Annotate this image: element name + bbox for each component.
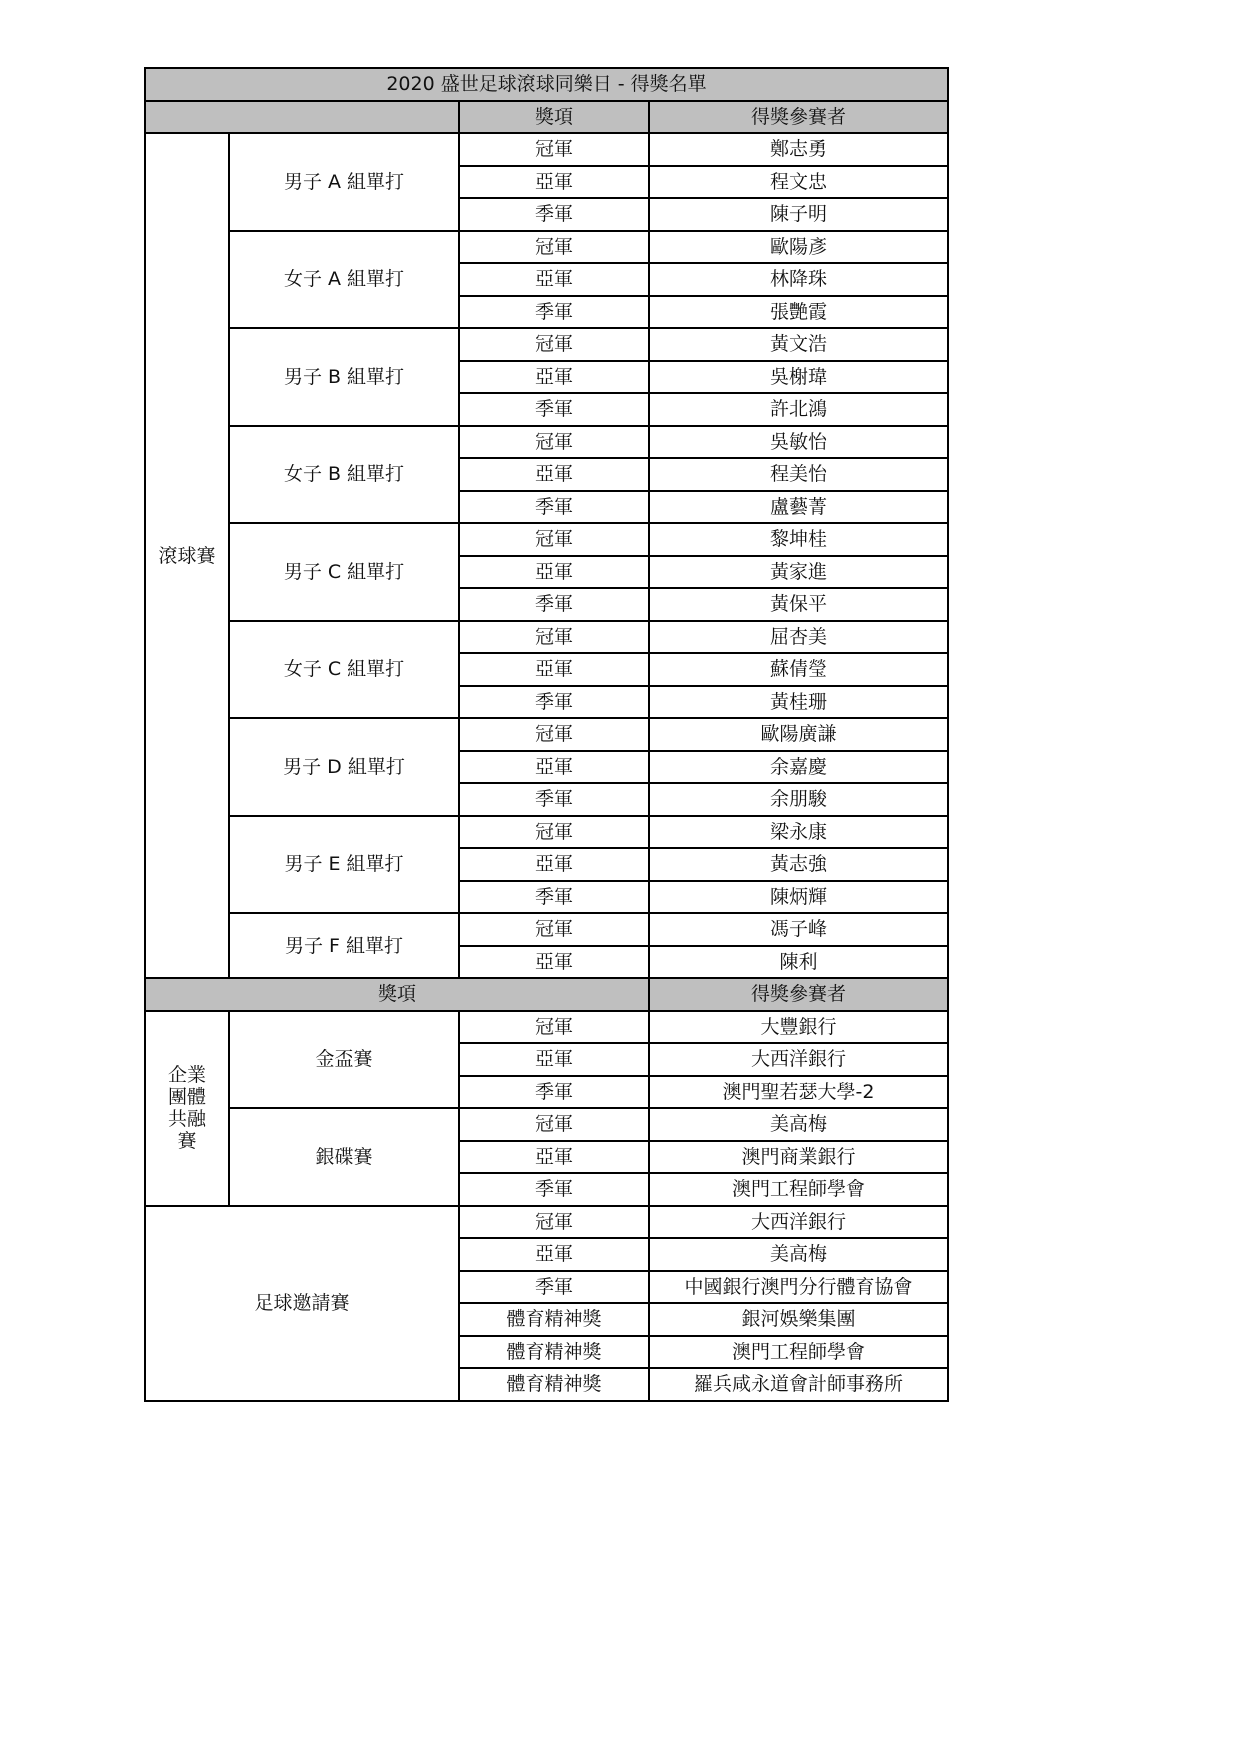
award-place: 亞軍 bbox=[459, 751, 649, 784]
table-row bbox=[145, 133, 948, 166]
award-winner: 大西洋銀行 bbox=[649, 1043, 948, 1076]
header-winner: 得獎參賽者 bbox=[649, 978, 948, 1011]
award-place: 體育精神獎 bbox=[459, 1303, 649, 1336]
award-winner: 程文忠 bbox=[649, 166, 948, 199]
award-winner: 美高梅 bbox=[649, 1108, 948, 1141]
group-name: 男子 F 組單打 bbox=[229, 913, 459, 978]
award-place: 季軍 bbox=[459, 1173, 649, 1206]
category-corporate-line: 共融 bbox=[167, 1108, 206, 1130]
award-place: 季軍 bbox=[459, 783, 649, 816]
table-row bbox=[145, 1011, 948, 1044]
award-winner: 黃文浩 bbox=[649, 328, 948, 361]
category-bowls: 滾球賽 bbox=[145, 133, 229, 978]
group-name: 男子 E 組單打 bbox=[229, 816, 459, 914]
award-place: 亞軍 bbox=[459, 946, 649, 979]
category-football: 足球邀請賽 bbox=[145, 1206, 459, 1401]
award-place: 冠軍 bbox=[459, 523, 649, 556]
award-place: 季軍 bbox=[459, 686, 649, 719]
award-place: 亞軍 bbox=[459, 848, 649, 881]
group-name: 男子 C 組單打 bbox=[229, 523, 459, 621]
award-winner: 黎坤桂 bbox=[649, 523, 948, 556]
award-winner: 澳門商業銀行 bbox=[649, 1141, 948, 1174]
award-winner: 大西洋銀行 bbox=[649, 1206, 948, 1239]
award-winner: 張艷霞 bbox=[649, 296, 948, 329]
header-award: 獎項 bbox=[145, 978, 649, 1011]
award-place: 冠軍 bbox=[459, 718, 649, 751]
category-corporate-line: 團體 bbox=[167, 1086, 206, 1108]
group-name: 金盃賽 bbox=[229, 1011, 459, 1109]
award-place: 季軍 bbox=[459, 1271, 649, 1304]
award-place: 季軍 bbox=[459, 1076, 649, 1109]
award-place: 冠軍 bbox=[459, 1206, 649, 1239]
award-winner: 黃保平 bbox=[649, 588, 948, 621]
award-winner: 余朋駿 bbox=[649, 783, 948, 816]
header-award: 獎項 bbox=[459, 101, 649, 134]
award-winner: 許北鴻 bbox=[649, 393, 948, 426]
award-winner: 林降珠 bbox=[649, 263, 948, 296]
category-corporate-line: 賽 bbox=[177, 1130, 197, 1152]
document-title: 2020 盛世足球滾球同樂日 - 得獎名單 bbox=[145, 68, 948, 101]
award-place: 冠軍 bbox=[459, 328, 649, 361]
header-row bbox=[145, 978, 948, 1011]
award-place: 亞軍 bbox=[459, 263, 649, 296]
award-place: 冠軍 bbox=[459, 1011, 649, 1044]
award-winner: 澳門聖若瑟大學-2 bbox=[649, 1076, 948, 1109]
award-winner: 黃志強 bbox=[649, 848, 948, 881]
award-winner: 澳門工程師學會 bbox=[649, 1173, 948, 1206]
award-winner: 吳敏怡 bbox=[649, 426, 948, 459]
award-place: 冠軍 bbox=[459, 133, 649, 166]
award-place: 亞軍 bbox=[459, 458, 649, 491]
award-winner: 大豐銀行 bbox=[649, 1011, 948, 1044]
award-winner: 陳子明 bbox=[649, 198, 948, 231]
award-winner: 黃家進 bbox=[649, 556, 948, 589]
award-winner: 梁永康 bbox=[649, 816, 948, 849]
award-place: 季軍 bbox=[459, 491, 649, 524]
award-winner: 余嘉慶 bbox=[649, 751, 948, 784]
table-row bbox=[145, 621, 948, 654]
table-row bbox=[145, 328, 948, 361]
table-row bbox=[145, 913, 948, 946]
award-place: 季軍 bbox=[459, 393, 649, 426]
award-place: 亞軍 bbox=[459, 1043, 649, 1076]
group-name: 男子 D 組單打 bbox=[229, 718, 459, 816]
table-row bbox=[145, 426, 948, 459]
table-row bbox=[145, 523, 948, 556]
award-winner: 程美怡 bbox=[649, 458, 948, 491]
award-place: 亞軍 bbox=[459, 1141, 649, 1174]
group-name: 女子 A 組單打 bbox=[229, 231, 459, 329]
award-place: 亞軍 bbox=[459, 166, 649, 199]
award-place: 季軍 bbox=[459, 296, 649, 329]
award-place: 冠軍 bbox=[459, 913, 649, 946]
award-place: 季軍 bbox=[459, 198, 649, 231]
header-winner: 得獎參賽者 bbox=[649, 101, 948, 134]
award-winner: 陳利 bbox=[649, 946, 948, 979]
award-place: 季軍 bbox=[459, 588, 649, 621]
award-place: 亞軍 bbox=[459, 556, 649, 589]
table-row bbox=[145, 816, 948, 849]
table-row bbox=[145, 231, 948, 264]
award-winner: 中國銀行澳門分行體育協會 bbox=[649, 1271, 948, 1304]
award-winner: 盧藝菁 bbox=[649, 491, 948, 524]
group-name: 銀碟賽 bbox=[229, 1108, 459, 1206]
award-place: 冠軍 bbox=[459, 231, 649, 264]
award-winner: 馮子峰 bbox=[649, 913, 948, 946]
award-winner: 屈杏美 bbox=[649, 621, 948, 654]
award-place: 季軍 bbox=[459, 881, 649, 914]
table-row bbox=[145, 718, 948, 751]
award-winner: 羅兵咸永道會計師事務所 bbox=[649, 1368, 948, 1401]
award-place: 亞軍 bbox=[459, 361, 649, 394]
group-name: 男子 A 組單打 bbox=[229, 133, 459, 231]
header-row bbox=[145, 101, 948, 134]
award-place: 體育精神獎 bbox=[459, 1368, 649, 1401]
award-winner: 美高梅 bbox=[649, 1238, 948, 1271]
award-winner: 澳門工程師學會 bbox=[649, 1336, 948, 1369]
award-winner: 銀河娛樂集團 bbox=[649, 1303, 948, 1336]
award-place: 冠軍 bbox=[459, 621, 649, 654]
award-winner: 陳炳輝 bbox=[649, 881, 948, 914]
award-place: 冠軍 bbox=[459, 1108, 649, 1141]
group-name: 女子 B 組單打 bbox=[229, 426, 459, 524]
award-place: 冠軍 bbox=[459, 816, 649, 849]
award-winner: 黃桂珊 bbox=[649, 686, 948, 719]
group-name: 男子 B 組單打 bbox=[229, 328, 459, 426]
table-row bbox=[145, 1108, 948, 1141]
category-corporate bbox=[145, 1011, 229, 1206]
title-row bbox=[145, 68, 948, 101]
award-winner: 歐陽彥 bbox=[649, 231, 948, 264]
award-winner: 吳榭瑋 bbox=[649, 361, 948, 394]
header-blank-cell bbox=[145, 101, 459, 134]
award-winner: 蘇倩瑩 bbox=[649, 653, 948, 686]
group-name: 女子 C 組單打 bbox=[229, 621, 459, 719]
award-place: 體育精神獎 bbox=[459, 1336, 649, 1369]
category-corporate-line: 企業 bbox=[167, 1064, 206, 1086]
table-row bbox=[145, 1206, 948, 1239]
award-list-table bbox=[144, 67, 949, 1402]
award-place: 冠軍 bbox=[459, 426, 649, 459]
award-winner: 歐陽廣謙 bbox=[649, 718, 948, 751]
award-place: 亞軍 bbox=[459, 653, 649, 686]
award-place: 亞軍 bbox=[459, 1238, 649, 1271]
award-winner: 鄭志勇 bbox=[649, 133, 948, 166]
